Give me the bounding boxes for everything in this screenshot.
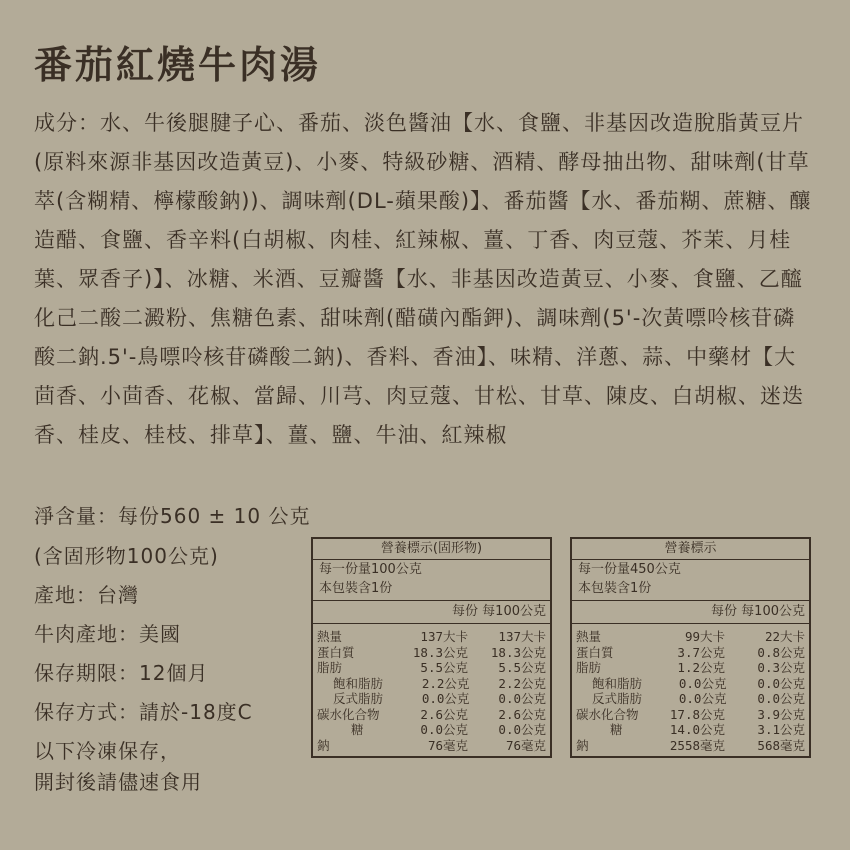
nutrient-label: 蛋白質	[576, 644, 614, 660]
nutrition-row	[313, 707, 550, 723]
nutrient-label: 糖	[351, 722, 364, 737]
per-serving-value: 14.0公克	[669, 722, 725, 737]
nutrient-label: 飽和脂肪	[333, 675, 384, 691]
nutrition-header: 營養標示	[572, 539, 809, 560]
nutrition-row	[572, 629, 809, 645]
nutrient-label: 碳水化合物	[317, 706, 380, 722]
per-serving-value: 1.2公克	[677, 660, 725, 675]
per-serving-value: 5.5公克	[420, 660, 468, 675]
per-serving-value: 2.2公克	[421, 675, 470, 691]
column-headers: 每份 每100公克	[572, 601, 809, 624]
per-100g-value: 2.6公克	[498, 706, 546, 722]
product-title: 番茄紅燒牛肉湯	[34, 43, 322, 87]
per-serving-value: 0.0公克	[678, 691, 727, 706]
per-serving-value: 0.0公克	[678, 675, 727, 691]
serving-size: 每一份量450公克	[578, 562, 681, 577]
per-100g-value: 22大卡	[764, 629, 805, 644]
nutrient-label: 反式脂肪	[592, 691, 643, 706]
nutrition-table-full	[570, 537, 811, 758]
nutrition-row	[572, 707, 809, 723]
per-100g-value: 0.0公克	[498, 722, 546, 737]
nutrient-label: 飽和脂肪	[592, 675, 643, 691]
servings-per-pack: 本包裝含1份	[313, 579, 550, 601]
nutrition-row	[572, 722, 809, 738]
nutrition-row	[572, 691, 809, 707]
shelf-life: 保存期限：12個月	[34, 661, 209, 685]
storage-line-1: 保存方式：請於-18度C	[34, 700, 253, 724]
per-serving-value: 2558毫克	[669, 737, 725, 753]
per-100g-value: 0.0公克	[498, 691, 546, 706]
per-100g-value: 18.3公克	[490, 644, 546, 660]
nutrition-row	[313, 676, 550, 692]
storage-line-2: 以下冷凍保存，	[34, 739, 181, 763]
origin: 產地：台灣	[34, 583, 139, 607]
nutrient-label: 蛋白質	[317, 644, 355, 660]
servings-per-pack: 本包裝含1份	[572, 579, 809, 601]
per-100g-value: 3.9公克	[757, 706, 805, 722]
ingredients-text: 成分：水、牛後腿腱子心、番茄、淡色醬油【水、食鹽、非基因改造脫脂黃豆片(原料來源非基因改造黃豆)、小麥、特級砂糖、酒精、酵母抽出物、甜味劑(甘草萃(含糊精、檸檬酸鈉))、調味劑(DL-蘋果酸)】、番茄醬【水、番茄糊、蔗糖、釀造醋、食鹽、香辛料(白胡椒、肉桂、紅辣椒、薑、丁香、肉豆蔻、芥茉、月桂葉、眾香子)】、冰糖、米酒、豆瓣醬【水、非基因改造黃豆、小麥、食鹽、乙醯化己二酸二澱粉、焦糖色素、甜味劑(醋磺內酯鉀)、調味劑(5'-次黃嘌呤核苷磷酸二鈉.5'-鳥嘌呤核苷磷酸二鈉)、香料、香油】、味精、洋蔥、蒜、中藥材【大茴香、小茴香、花椒、當歸、川芎、肉豆蔻、甘松、甘草、陳皮、白胡椒、迷迭香、桂皮、桂枝、排草】、薑、鹽、牛油、紅辣椒	[34, 111, 812, 447]
nutrient-label: 脂肪	[576, 660, 602, 675]
per-serving-value: 18.3公克	[412, 644, 468, 660]
nutrition-table-solids	[311, 537, 552, 758]
nutrition-row	[313, 691, 550, 707]
per-serving-value: 99大卡	[684, 629, 725, 644]
per-serving-value: 76毫克	[427, 737, 468, 753]
per-100g-value: 5.5公克	[498, 660, 546, 675]
nutrition-row	[572, 660, 809, 676]
per-100g-value: 76毫克	[505, 737, 546, 753]
nutrient-label: 鈉	[317, 737, 330, 753]
net-weight: 淨含量：每份560 ± 10 公克	[34, 504, 311, 528]
nutrient-label: 反式脂肪	[333, 691, 384, 706]
nutrient-label: 脂肪	[317, 660, 343, 675]
column-headers: 每份 每100公克	[313, 601, 550, 624]
per-100g-value: 0.3公克	[757, 660, 805, 675]
nutrition-row	[313, 645, 550, 661]
per-serving-value: 137大卡	[420, 629, 468, 644]
per-100g-value: 0.0公克	[757, 675, 805, 691]
nutrition-row	[572, 738, 809, 754]
storage-line-3: 開封後請儘速食用	[34, 770, 202, 794]
nutrient-label: 糖	[610, 722, 623, 737]
per-100g-value: 137大卡	[498, 629, 546, 644]
per-serving-value: 2.6公克	[420, 706, 468, 722]
nutrition-header: 營養標示(固形物)	[313, 539, 550, 560]
beef-origin: 牛肉產地：美國	[34, 622, 181, 646]
per-serving-value: 0.0公克	[420, 722, 468, 737]
per-100g-value: 2.2公克	[498, 675, 546, 691]
nutrition-row	[313, 660, 550, 676]
nutrient-label: 熱量	[576, 629, 602, 644]
per-100g-value: 568毫克	[757, 737, 805, 753]
nutrition-row	[313, 738, 550, 754]
nutrient-label: 熱量	[317, 629, 343, 644]
per-100g-value: 3.1公克	[757, 722, 805, 737]
per-serving-value: 3.7公克	[677, 644, 725, 660]
serving-size: 每一份量100公克	[319, 562, 422, 577]
per-serving-value: 17.8公克	[669, 706, 725, 722]
per-serving-value: 0.0公克	[421, 691, 470, 706]
nutrient-label: 鈉	[576, 737, 589, 753]
per-100g-value: 0.0公克	[757, 691, 805, 706]
per-100g-value: 0.8公克	[757, 644, 805, 660]
solids-weight: (含固形物100公克)	[34, 544, 219, 568]
nutrition-row	[572, 645, 809, 661]
nutrition-row	[313, 629, 550, 645]
nutrition-row	[572, 676, 809, 692]
nutrient-label: 碳水化合物	[576, 706, 639, 722]
nutrition-row	[313, 722, 550, 738]
